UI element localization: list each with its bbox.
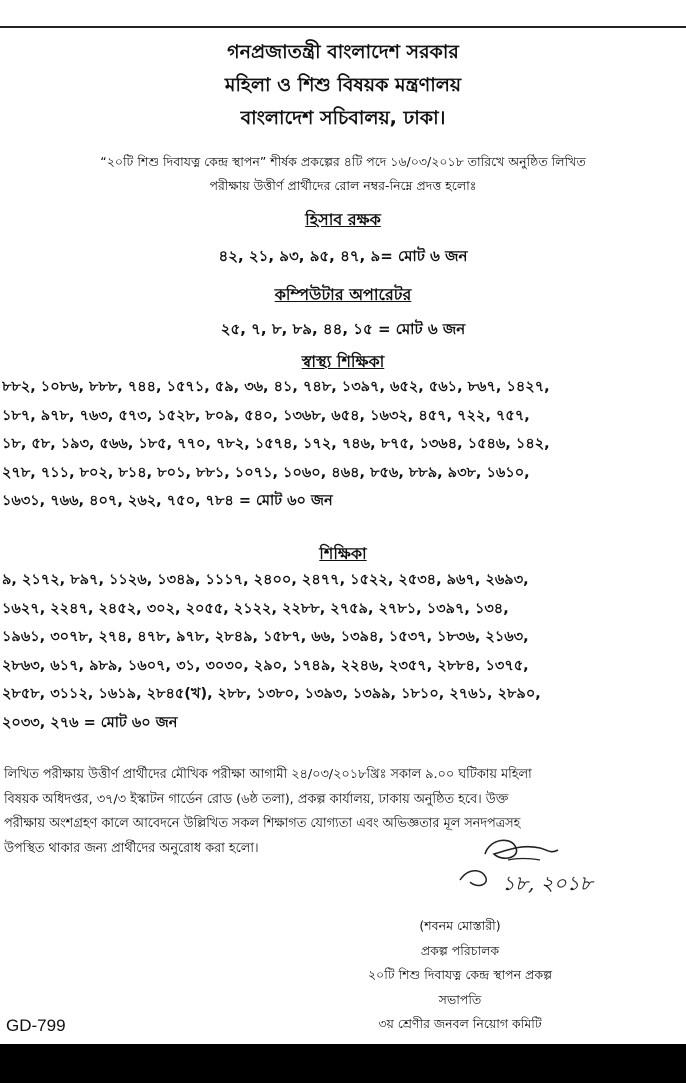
secretariat-title: বাংলাদেশ সচিবালয়, ঢাকা। — [240, 107, 446, 129]
roll-line: ২৮৫৮, ৩১১২, ১৬১৯, ২৮৪৫(খ), ২৮৮, ১৩৮০, ১৩৯৩, ১৩৯৯, ১৮১০, ২৭৬১, ২৮৯০, — [2, 686, 541, 702]
roll-line: ১৮, ৫৮, ১৯৩, ৫৬৬, ১৮৫, ৭৭০, ৭৮২, ১৫৭৪, ১৭২, ৭৪৬, ৮৭৫, ১৩৬৪, ১৫৪৬, ১৪২, — [2, 436, 550, 452]
roll-line: ১৯৬১, ৩০৭৮, ২৭৪, ৪৭৮, ৯৭৮, ২৮৪৯, ১৫৮৭, ৬৬, ১৩৯৪, ১৫৩৭, ১৮৩৬, ২১৬৩, — [2, 629, 529, 645]
teacher-roll-list — [2, 566, 684, 737]
notice-line-2: বিষয়ক অধিদপ্তর, ৩৭/৩ ইস্কাটন গার্ডেন রোড (৬ষ্ঠ তলা), প্রকল্প কার্যালয়, ঢাকায় অনুষ্ঠিত হবে। উক্ত — [4, 791, 509, 807]
signatory-details — [250, 914, 670, 1037]
roll-line-total: ১৬৩১, ৭৬৬, ৪০৭, ২৬২, ৭৫০, ৭৮৪ = মোট ৬০ জন — [2, 493, 333, 509]
roll-line: ৮৮২, ১০৮৬, ৮৮৮, ৭৪৪, ১৫৭১, ৫৯, ৩৬, ৪১, ৭৪৮, ১৩৯৭, ৬৫২, ৫৬১, ৮৬৭, ১৪২৭, — [2, 379, 550, 395]
roll-line: ২৮৬৩, ৬১৭, ৯৮৯, ১৬০৭, ৩১, ৩০৩০, ২৯০, ১৭৪৯, ২২৪৬, ২৩৫৭, ২৮৮৪, ১৩৭৫, — [2, 657, 529, 674]
signatory-name: (শবনম মোস্তারী) — [419, 918, 501, 933]
accountant-roll-list: ৪২, ২১, ৯৩, ৯৫, ৪৭, ৯= মোট ৬ জন — [218, 247, 468, 265]
handwritten-signature — [390, 824, 630, 916]
intro-text — [10, 150, 676, 198]
govt-title: গনপ্রজাতন্ত্রী বাংলাদেশ সরকার — [227, 41, 459, 63]
top-border-line — [0, 26, 686, 28]
handwritten-date: ১৮, ২০১৮ — [502, 871, 593, 895]
bottom-black-bar — [0, 1044, 686, 1083]
notice-line-1: লিখিত পরীক্ষায় উত্তীর্ণ প্রার্থীদের মৌখিক পরীক্ষা আগামী ২৪/০৩/২০১৮খ্রিঃ সকাল ৯.০০ ঘটিকায় মহিলা — [4, 767, 532, 782]
notice-line-4: উপস্থিত থাকার জন্য প্রার্থীদের অনুরোধ করা হলো। — [4, 840, 259, 856]
teacher-title: শিক্ষিকা — [319, 544, 367, 563]
roll-line: ১৬২৭, ২২৪৭, ২৪৫২, ৩০২, ২০৫৫, ২১২২, ২২৮৮, ২৭৫৯, ২৭৮১, ১৩৯৭, ১৩৪, — [2, 600, 509, 617]
roll-line: ১৮৭, ৯৭৮, ৭৬৩, ৫৭৩, ১৫২৮, ৮০৯, ৫৪০, ১৩৬৮, ৬৫৪, ১৬৩২, ৪৫৭, ৭২২, ৭৫৭, — [2, 407, 530, 424]
notice-line-3: পরীক্ষায় অংশগ্রহণ কালে আবেদনে উল্লিখিত সকল শিক্ষাগত যোগ্যতা এবং অভিজ্ঞতার মূল সনদপত্রসহ — [4, 816, 521, 831]
computer-operator-title: কম্পিউটার অপারেটর — [274, 285, 412, 304]
signatory-project: ২০টি শিশু দিবাযত্ন কেন্দ্র স্থাপন প্রকল্প — [367, 967, 553, 982]
accountant-title: হিসাব রক্ষক — [305, 210, 381, 229]
signatory-committee: ৩য় শ্রেণীর জনবল নিয়োগ কমিটি — [378, 1016, 542, 1031]
document-code: GD-799 — [6, 1016, 66, 1035]
health-teacher-title: স্বাস্থ্য শিক্ষিকা — [301, 352, 385, 371]
intro-line-2: পরীক্ষায় উত্তীর্ণ প্রার্থীদের রোল নম্বর-নিম্নে প্রদত্ত হলোঃ — [209, 178, 477, 193]
signatory-designation: প্রকল্প পরিচালক — [420, 942, 500, 958]
roll-line-total: ২০৩৩, ২৭৬ = মোট ৬০ জন — [2, 714, 178, 731]
signatory-role: সভাপতি — [438, 991, 482, 1007]
health-teacher-roll-list — [2, 373, 684, 516]
roll-line: ২৭৮, ৭১১, ৮০২, ৮১৪, ৮০১, ৮৮১, ১০৭১, ১০৬০, ৪৬৪, ৮৫৬, ৮৮৯, ৯৩৮, ১৬১০, — [2, 464, 530, 481]
ministry-title: মহিলা ও শিশু বিষয়ক মন্ত্রণালয় — [224, 74, 462, 96]
roll-line: ৯, ২১৭২, ৮৯৭, ১১২৬, ১৩৪৯, ১১১৭, ২৪০০, ২৪৭৭, ১৫২২, ২৫৩৪, ৯৬৭, ২৬৯৩, — [2, 572, 529, 588]
computer-operator-roll-list: ২৫, ৭, ৮, ৮৯, ৪৪, ১৫ = মোট ৬ জন — [220, 320, 466, 338]
intro-line-1: “২০টি শিশু দিবাযত্ন কেন্দ্র স্থাপন” শীর্ষক প্রকল্পের ৪টি পদে ১৬/০৩/২০১৮ তারিখে অনুষ্ঠিত লিখিত — [100, 154, 586, 169]
